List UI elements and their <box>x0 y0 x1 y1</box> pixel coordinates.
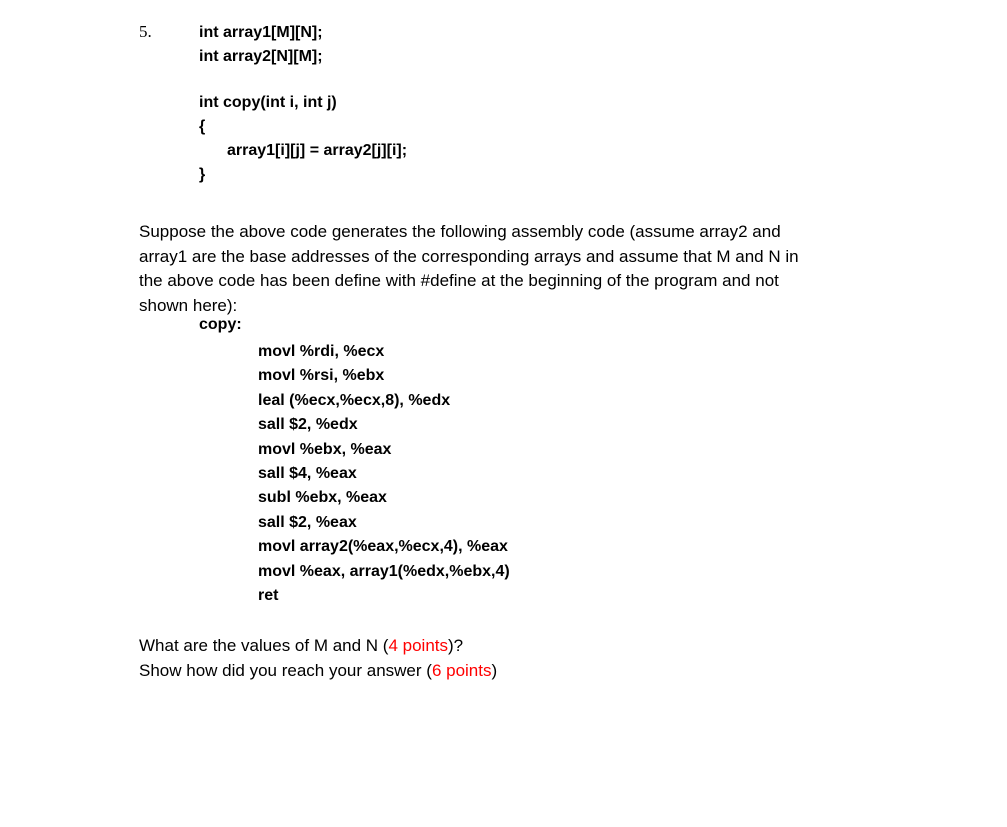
assembly-instruction: sall $2, %edx <box>258 416 358 434</box>
question-text-end: ) <box>491 661 498 680</box>
points-badge: 4 points <box>388 636 448 655</box>
description-line: Suppose the above code generates the following assembly code (assume array2 and <box>139 222 781 241</box>
question-values-m-n <box>139 633 497 658</box>
assembly-instruction: leal (%ecx,%ecx,8), %edx <box>258 391 451 409</box>
code-gap <box>199 69 407 91</box>
assembly-instruction: movl %rsi, %ebx <box>258 367 385 385</box>
question-text: What are the values of M and N ( <box>139 636 389 655</box>
description-line: array1 are the base addresses of the corresponding arrays and assume that M and N in <box>139 246 799 266</box>
assembly-instruction: sall $4, %eax <box>258 464 357 482</box>
description-paragraph <box>139 220 859 318</box>
c-code-block <box>199 21 407 187</box>
code-decl-array2: int array2[N][M]; <box>199 48 323 65</box>
question-show-work <box>139 658 497 683</box>
questions-block <box>139 633 497 683</box>
code-decl-array1: int array1[M][N]; <box>199 24 323 41</box>
code-close-brace: } <box>199 166 206 183</box>
assembly-instruction: movl %ebx, %eax <box>258 440 392 458</box>
code-function-signature: int copy(int i, int j) <box>199 94 337 111</box>
description-line: the above code has been define with #define at the beginning of the program and not <box>139 271 779 290</box>
assembly-label: copy: <box>199 316 242 333</box>
assembly-instruction: ret <box>258 586 279 604</box>
assembly-instruction: movl %eax, array1(%edx,%ebx,4) <box>258 562 510 580</box>
code-function-body: array1[i][j] = array2[j][i]; <box>227 142 408 159</box>
points-badge: 6 points <box>431 661 492 680</box>
code-open-brace: { <box>199 118 206 135</box>
assembly-instruction: movl %rdi, %ecx <box>258 343 385 360</box>
assembly-listing <box>258 340 510 608</box>
assembly-instruction: subl %ebx, %eax <box>258 489 387 507</box>
description-line: shown here): <box>139 295 238 315</box>
question-text: Show how did you reach your answer ( <box>139 661 432 680</box>
assembly-instruction: sall $2, %eax <box>258 513 357 531</box>
question-text-end: )? <box>448 636 464 655</box>
assembly-instruction: movl array2(%eax,%ecx,4), %eax <box>258 538 508 556</box>
question-number: 5. <box>139 22 152 41</box>
